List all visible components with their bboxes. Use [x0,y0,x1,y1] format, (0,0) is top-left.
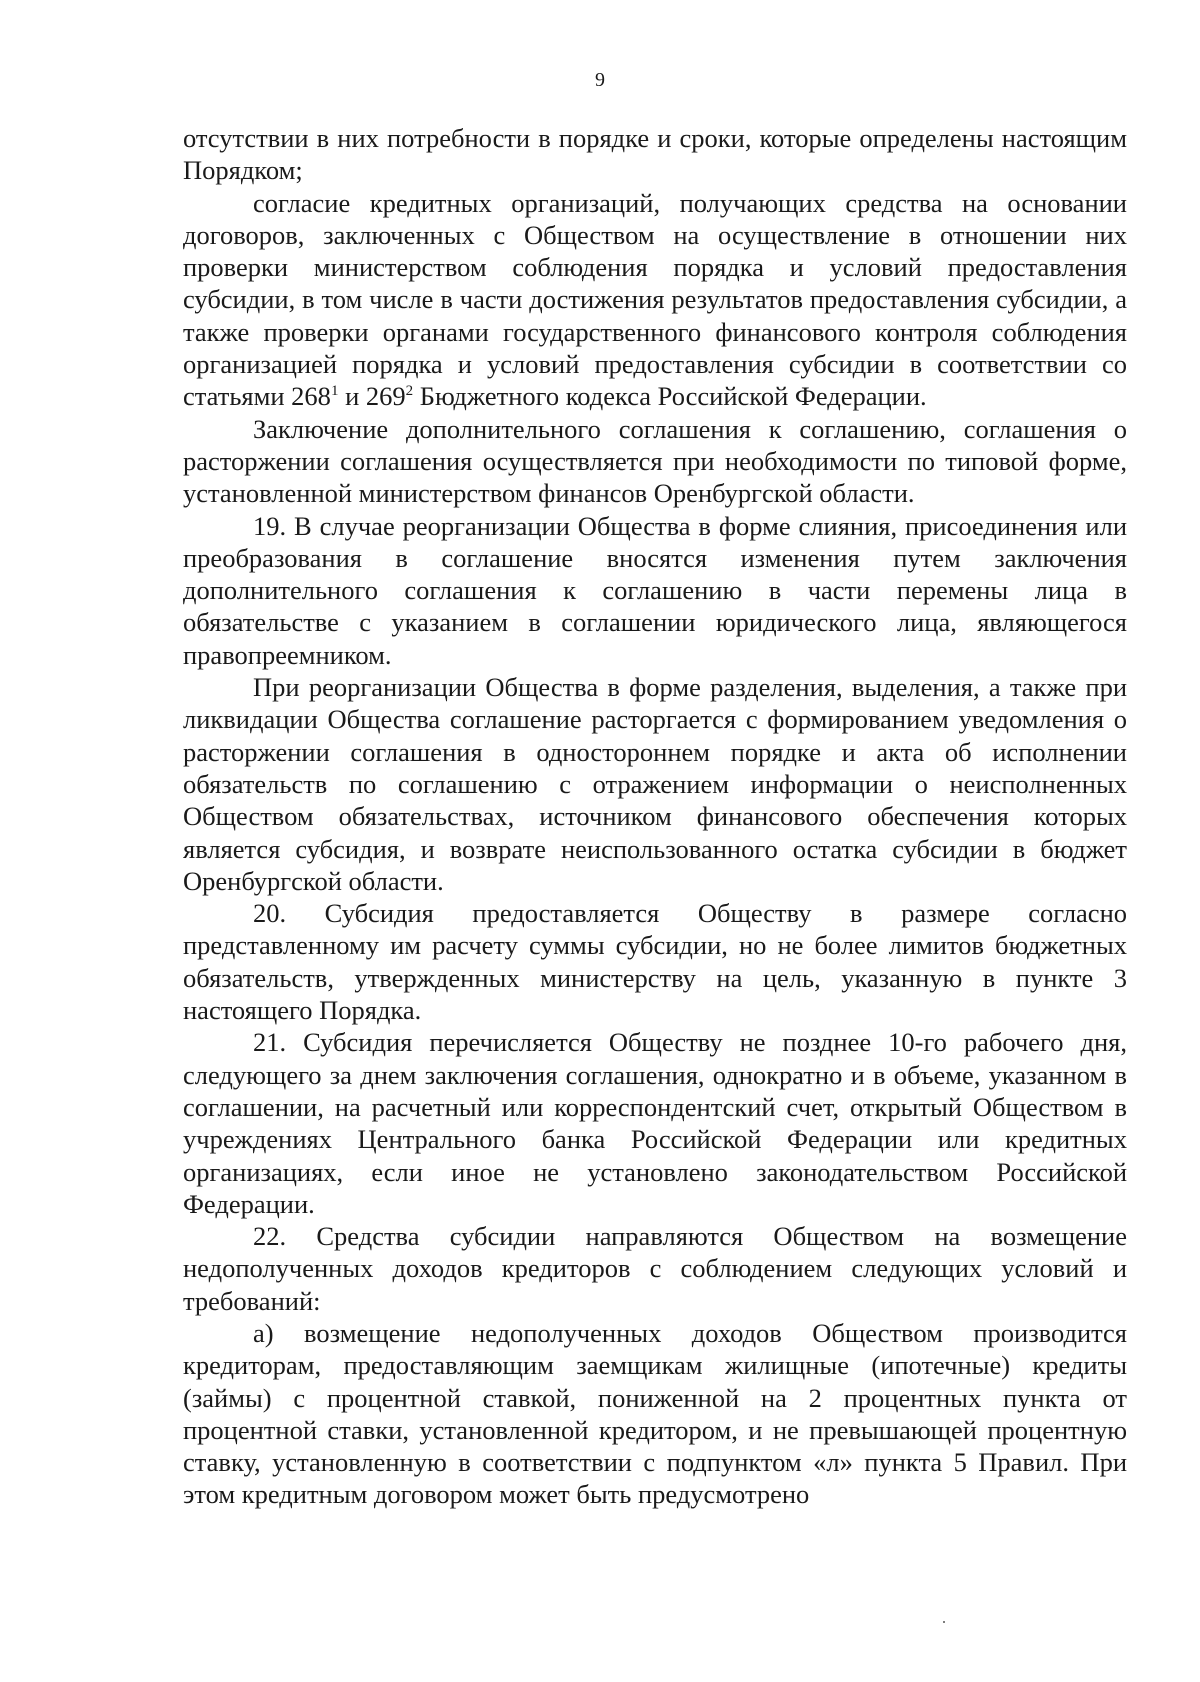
paragraph-item-20: 20. Субсидия предоставляется Обществу в размере согласно представленному им расчету суммы субсидии, но не более лимитов бюджетных обязательств, утвержденных министерству на цель, указанную в пункте 3 настоящего Порядка. [183,898,1127,1026]
article-superscript: 2 [405,383,414,400]
paragraph-consent-credit-orgs [183,187,1127,413]
paragraph-subitem-a: а) возмещение недополученных доходов Обществом производится кредиторам, предоставляющим заемщикам жилищные (ипотечные) кредиты (займы) с процентной ставкой, пониженной на 2 процентных пункта от процентной ставки, установленной кредитором, и не превышающей процентную ставку, установленную в соответствии с подпунктом «л» пункта 5 Правил. При этом кредитным договором может быть предусмотрено [183,1317,1127,1510]
paragraph-item-22: 22. Средства субсидии направляются Обществом на возмещение недополученных доходов кредиторов с соблюдением следующих условий и требований: [183,1221,1127,1316]
paragraph-reorganization: При реорганизации Общества в форме разделения, выделения, а также при ликвидации Общества соглашение расторгается с формированием уведомления о расторжении соглашения в одностороннем порядке и акта об исполнении обязательств по соглашению с отражением информации о неисполненных Обществом обязательствах, источником финансового обеспечения которых является субсидия, и возврате неиспользованного остатка субсидии в бюджет Оренбургской области. [183,672,1127,896]
paragraph-item-21: 21. Субсидия перечисляется Обществу не позднее 10-го рабочего дня, следующего за днем заключения соглашения, однократно и в объеме, указанном в соглашении, на расчетный или корреспондентский счет, открытый Обществом в учреждениях Центрального банка Российской Федерации или кредитных организациях, если иное не установлено законодательством Российской Федерации. [183,1027,1127,1219]
paragraph-text: и 269 [338,381,406,412]
article-superscript: 1 [330,383,339,400]
paragraph-text: согласие кредитных организаций, получающих средства на основании договоров, заключенных с Обществом на осуществление в отношении них проверки министерством соблюдения порядка и условий предоставления субсидии, в том числе в части достижения результатов предоставления субсидии, а также проверки органами государственного финансового контроля соблюдения организацией порядка и условий предоставления субсидии в соответствии со статьями 268 [183,187,1127,412]
paragraph-continuation: отсутствии в них потребности в порядке и сроки, которые определены настоящим Порядком; [183,123,1127,186]
scan-artifact-dot [943,1621,945,1623]
document-body [183,122,1127,1511]
page-number: 9 [595,69,605,91]
paragraph-item-19: 19. В случае реорганизации Общества в форме слияния, присоединения или преобразования в соглашение вносятся изменения путем заключения дополнительного соглашения к соглашению в части перемены лица в обязательстве с указанием в соглашении юридического лица, являющегося правопреемником. [183,510,1127,670]
paragraph-text: Бюджетного кодекса Российской Федерации. [413,381,927,412]
paragraph-additional-agreement: Заключение дополнительного соглашения к соглашению, соглашения о расторжении соглашения осуществляется при необходимости по типовой форме, установленной министерством финансов Оренбургской области. [183,413,1127,509]
